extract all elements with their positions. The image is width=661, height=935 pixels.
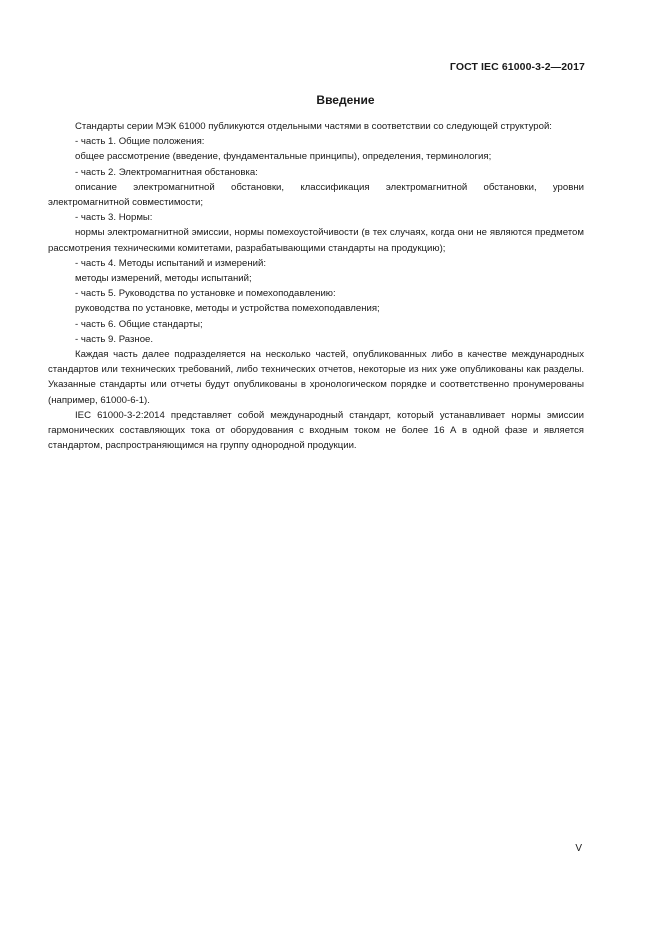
body-text	[48, 119, 584, 453]
list-item-part-4: - часть 4. Методы испытаний и измерений:	[75, 257, 267, 269]
paragraph-subdivision: Каждая часть далее подразделяется на несколько частей, опубликованных либо в качестве международных стандартов или технических требований, либо технических отчетов, некоторые из них уже опубликованы как разделы. Указанные стандарты или отчеты будут опубликованы в хронологическом порядке и соответственно пронумерованы (например, 61000-6-1).	[48, 349, 584, 406]
page-number: V	[575, 843, 582, 854]
list-item-part-9: - часть 9. Разное.	[75, 333, 154, 345]
paragraph-part-1-desc: общее рассмотрение (введение, фундаментальные принципы), определения, терминология;	[75, 151, 492, 163]
paragraph-part-5-desc: руководства по установке, методы и устройства помехоподавления;	[75, 303, 380, 315]
list-item-part-6: - часть 6. Общие стандарты;	[75, 318, 203, 330]
paragraph-part-2-desc: описание электромагнитной обстановки, классификация электромагнитной обстановки, уровни электромагнитной совместимости;	[48, 181, 584, 209]
list-item-part-2: - часть 2. Электромагнитная обстановка:	[75, 166, 258, 178]
standard-code-header: ГОСТ IEC 61000-3-2—2017	[449, 61, 585, 73]
list-item-part-5: - часть 5. Руководства по установке и помехоподавлению:	[75, 288, 336, 300]
paragraph-iec-scope: IEC 61000-3-2:2014 представляет собой международный стандарт, который устанавливает нормы эмиссии гармонических составляющих тока от оборудования с входным током не более 16 А в одной фазе и является стандартом, распространяющимся на группу однородной продукции.	[48, 409, 584, 452]
paragraph-part-3-desc: нормы электромагнитной эмиссии, нормы помехоустойчивости (в тех случаях, когда они не являются предметом рассмотрения техническими комитетами, разрабатывающими стандарты на продукцию);	[48, 227, 584, 254]
paragraph-part-4-desc: методы измерений, методы испытаний;	[75, 273, 252, 285]
paragraph-intro: Стандарты серии МЭК 61000 публикуются отдельными частями в соответствии со следующей структурой:	[75, 121, 552, 132]
list-item-part-3: - часть 3. Нормы:	[75, 212, 153, 224]
list-item-part-1: - часть 1. Общие положения:	[75, 136, 205, 148]
page-title: Введение	[316, 93, 375, 107]
